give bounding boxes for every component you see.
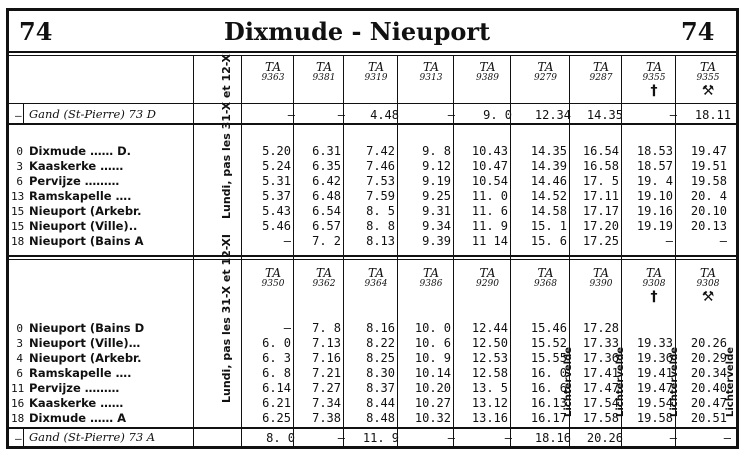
train-number: 9279 — [534, 73, 557, 83]
gand-dash: — — [15, 109, 22, 122]
station-name: Nieuport (Ville)… — [29, 336, 141, 350]
lichtervelde-label: Lichtervelde — [725, 346, 736, 417]
timetable-frame — [6, 8, 739, 449]
gand-time: 12.34 — [534, 108, 571, 122]
station-name: Nieuport (Bains D — [29, 321, 145, 335]
gand-time: — — [669, 431, 677, 445]
departure-time: 8.13 — [366, 234, 395, 248]
departure-time: 16.54 — [582, 144, 619, 158]
train-number: 9308 — [696, 279, 720, 289]
column-divider — [621, 55, 622, 449]
departure-time: 7.46 — [366, 159, 395, 173]
column-divider — [397, 55, 398, 449]
departure-time: 5.46 — [262, 219, 291, 233]
departure-time: 17.41 — [582, 366, 619, 380]
departure-time: 10. 0 — [414, 321, 451, 335]
gand-time: — — [669, 108, 677, 122]
gand-time: 18.16 — [534, 431, 571, 445]
station-name: Pervijze ……… — [29, 174, 120, 188]
gand-time: 4.48 — [370, 108, 399, 122]
departure-time: 10.27 — [414, 396, 451, 410]
departure-time: 19.58 — [636, 411, 673, 425]
departure-time: 10.47 — [471, 159, 508, 173]
departure-time: 16.13 — [530, 396, 567, 410]
departure-time: 8.25 — [366, 351, 395, 365]
column-divider — [193, 55, 194, 449]
train-ta-label: TA — [264, 60, 281, 74]
departure-time: 17.20 — [582, 219, 619, 233]
cross-icon: † — [650, 289, 658, 305]
train-number: 9364 — [364, 279, 388, 289]
train-ta-label: TA — [422, 266, 439, 280]
departure-time: 8.30 — [366, 366, 395, 380]
hammers-icon: ⚒ — [701, 83, 715, 99]
departure-time: 14.35 — [530, 144, 567, 158]
departure-time: 5.24 — [262, 159, 291, 173]
departure-time: 7. 2 — [312, 234, 341, 248]
departure-time: 20.10 — [690, 204, 727, 218]
station-km: 0 — [16, 145, 23, 158]
train-ta-label: TA — [315, 266, 332, 280]
departure-time: 5.37 — [262, 189, 291, 203]
station-name: Dixmude …… A — [29, 411, 127, 425]
train-ta-label: TA — [479, 266, 496, 280]
departure-time: 10.54 — [471, 174, 508, 188]
departure-time: 15.46 — [530, 321, 567, 335]
station-name: Nieuport (Arkebr. — [29, 351, 142, 365]
departure-time: 8.37 — [366, 381, 395, 395]
departure-time: 13.12 — [471, 396, 508, 410]
departure-time: 6.48 — [312, 189, 341, 203]
gand-time: — — [723, 431, 731, 445]
departure-time: 9. 8 — [422, 144, 451, 158]
gand-time: — — [447, 431, 455, 445]
train-number: 9381 — [312, 73, 336, 83]
departure-time: 9.19 — [422, 174, 451, 188]
station-km: 3 — [16, 160, 23, 173]
departure-time: 14.46 — [530, 174, 567, 188]
departure-time: 19.16 — [636, 204, 673, 218]
km-divider-gand — [23, 103, 24, 123]
departure-time: 14.39 — [530, 159, 567, 173]
station-km: 0 — [16, 322, 23, 335]
departure-time: 7.34 — [312, 396, 341, 410]
departure-time: 10.32 — [414, 411, 451, 425]
cross-icon: † — [650, 83, 658, 99]
lichtervelde-label: Lichtervelde — [563, 346, 574, 417]
gand-time: 8. 0 — [266, 431, 295, 445]
lichtervelde-label: Lichtervelde — [669, 346, 680, 417]
column-divider — [510, 55, 511, 449]
departure-time: 6.57 — [312, 219, 341, 233]
departure-time: 17.25 — [582, 234, 619, 248]
departure-time: 7.16 — [312, 351, 341, 365]
page-title: Dixmude - Nieuport — [224, 17, 491, 46]
train-number: 9287 — [589, 73, 613, 83]
departure-time: 20.13 — [690, 219, 727, 233]
train-number: 9355 — [696, 73, 720, 83]
column-divider — [675, 55, 676, 449]
departure-time: 15.52 — [530, 336, 567, 350]
station-km: 3 — [16, 337, 23, 350]
train-ta-label: TA — [699, 266, 716, 280]
departure-time: 19.10 — [636, 189, 673, 203]
departure-time: 20.51 — [690, 411, 727, 425]
bottom-gand-dash: — — [15, 432, 22, 445]
departure-time: 16.58 — [582, 159, 619, 173]
gand-time: — — [447, 108, 455, 122]
train-ta-label: TA — [479, 60, 496, 74]
departure-time: 9.31 — [422, 204, 451, 218]
departure-time: 10. 9 — [414, 351, 451, 365]
train-ta-label: TA — [645, 266, 662, 280]
departure-time: 19.47 — [690, 144, 727, 158]
station-name: Ramskapelle …. — [29, 189, 132, 203]
top-note: Lundi, pas les 31-X et 12-XI — [220, 50, 233, 219]
departure-time: 6. 8 — [262, 366, 291, 380]
departure-time: 8.48 — [366, 411, 395, 425]
departure-time: 7.38 — [312, 411, 341, 425]
departure-time: 6.35 — [312, 159, 341, 173]
departure-time: 20.26 — [690, 336, 727, 350]
departure-time: 17.33 — [582, 336, 619, 350]
departure-time: 19.36 — [636, 351, 673, 365]
train-number: 9319 — [364, 73, 388, 83]
departure-time: 6. 0 — [262, 336, 291, 350]
station-km: 15 — [11, 220, 25, 233]
train-ta-label: TA — [367, 266, 384, 280]
station-name: Kaaskerke …… — [29, 396, 124, 410]
column-divider — [453, 55, 454, 449]
station-name: Nieuport (Bains A — [29, 234, 144, 248]
station-km: 11 — [11, 382, 25, 395]
gand-time: 9. 0 — [483, 108, 512, 122]
departure-time: 20. 4 — [690, 189, 727, 203]
departure-time: 20.40 — [690, 381, 727, 395]
departure-time: 19. 4 — [636, 174, 673, 188]
train-ta-label: TA — [645, 60, 662, 74]
departure-time: 7.42 — [366, 144, 395, 158]
train-number: 9390 — [589, 279, 613, 289]
departure-time: 11. 0 — [471, 189, 508, 203]
train-ta-label: TA — [367, 60, 384, 74]
station-name: Dixmude …… D. — [29, 144, 132, 158]
departure-time: 15.55 — [530, 351, 567, 365]
departure-time: 9.12 — [422, 159, 451, 173]
header-rule-thin — [9, 55, 736, 56]
departure-time: 17.28 — [582, 321, 619, 335]
train-number: 9386 — [419, 279, 443, 289]
station-km: 18 — [11, 412, 25, 425]
departure-time: 8.22 — [366, 336, 395, 350]
train-number: 9368 — [534, 279, 557, 289]
train-ta-label: TA — [592, 266, 609, 280]
departure-time: 16. 0 — [530, 366, 567, 380]
train-number: 9362 — [312, 279, 336, 289]
station-km: 16 — [11, 397, 25, 410]
departure-time: 17.36 — [582, 351, 619, 365]
departure-time: 14.52 — [530, 189, 567, 203]
station-name: Pervijze ……… — [29, 381, 120, 395]
departure-time: 19.19 — [636, 219, 673, 233]
column-divider — [569, 55, 570, 449]
gand-time: — — [337, 108, 345, 122]
departure-time: 6.14 — [262, 381, 291, 395]
departure-time: 6. 3 — [262, 351, 291, 365]
departure-time: 5.43 — [262, 204, 291, 218]
train-number: 9313 — [419, 73, 443, 83]
departure-time: 17.58 — [582, 411, 619, 425]
column-divider — [293, 55, 294, 449]
departure-time: 19.41 — [636, 366, 673, 380]
station-km: 6 — [16, 367, 23, 380]
departure-time: 9.34 — [422, 219, 451, 233]
km-divider-gand-bottom — [23, 427, 24, 449]
train-ta-label: TA — [422, 60, 439, 74]
departure-time: 9.25 — [422, 189, 451, 203]
departure-time: 12.58 — [471, 366, 508, 380]
section-rule — [9, 255, 736, 257]
top-head-rule — [9, 103, 736, 104]
departure-time: 16.17 — [530, 411, 567, 425]
departure-time: — — [719, 234, 727, 248]
departure-time: 10. 6 — [414, 336, 451, 350]
departure-time: 11 14 — [471, 234, 508, 248]
station-name: Nieuport (Arkebr. — [29, 204, 142, 218]
column-divider — [241, 55, 242, 449]
station-km: 4 — [16, 352, 23, 365]
departure-time: 17.17 — [582, 204, 619, 218]
train-ta-label: TA — [537, 266, 554, 280]
train-number: 9355 — [642, 73, 666, 83]
departure-time: 19.47 — [636, 381, 673, 395]
departure-time: 17.47 — [582, 381, 619, 395]
gand-time: — — [337, 431, 345, 445]
departure-time: 7.53 — [366, 174, 395, 188]
departure-time: 17. 5 — [582, 174, 619, 188]
gand-time: 14.35 — [586, 108, 623, 122]
station-km: 6 — [16, 175, 23, 188]
departure-time: — — [283, 234, 291, 248]
lichtervelde-label: Lichtervelde — [615, 346, 626, 417]
gand-time: — — [287, 108, 295, 122]
departure-time: 14.58 — [530, 204, 567, 218]
departure-time: 8. 5 — [366, 204, 395, 218]
train-ta-label: TA — [537, 60, 554, 74]
departure-time: 20.29 — [690, 351, 727, 365]
train-ta-label: TA — [699, 60, 716, 74]
departure-time: 13.16 — [471, 411, 508, 425]
train-number: 9308 — [642, 279, 666, 289]
departure-time: 15. 6 — [530, 234, 567, 248]
departure-time: 18.53 — [636, 144, 673, 158]
bottom-gand-label: Gand (St-Pierre) 73 A — [29, 430, 156, 444]
station-km: 18 — [11, 235, 25, 248]
gand-label: Gand (St-Pierre) 73 D — [29, 107, 157, 121]
departure-time: 13. 5 — [471, 381, 508, 395]
table-number-right: 74 — [681, 17, 715, 46]
station-name: Ramskapelle …. — [29, 366, 132, 380]
departure-time: 20.34 — [690, 366, 727, 380]
departure-time: 19.54 — [636, 396, 673, 410]
departure-time: 7.59 — [366, 189, 395, 203]
section-rule-thin — [9, 259, 736, 260]
train-number: 9389 — [476, 73, 499, 83]
station-km: 13 — [11, 190, 25, 203]
station-name: Kaaskerke …… — [29, 159, 124, 173]
departure-time: 5.20 — [262, 144, 291, 158]
bottom-gand-rule — [9, 427, 736, 429]
departure-time: 10.14 — [414, 366, 451, 380]
departure-time: 6.25 — [262, 411, 291, 425]
header-rule — [9, 51, 736, 53]
train-ta-label: TA — [592, 60, 609, 74]
departure-time: 7.13 — [312, 336, 341, 350]
gand-time: 11. 9 — [362, 431, 399, 445]
departure-time: 16. 6 — [530, 381, 567, 395]
departure-time: 10.43 — [471, 144, 508, 158]
departure-time: 19.51 — [690, 159, 727, 173]
departure-time: 6.54 — [312, 204, 341, 218]
station-name: Nieuport (Ville).. — [29, 219, 138, 233]
departure-time: 8. 8 — [366, 219, 395, 233]
departure-time: 19.58 — [690, 174, 727, 188]
departure-time: — — [283, 321, 291, 335]
departure-time: 17.54 — [582, 396, 619, 410]
train-ta-label: TA — [264, 266, 281, 280]
departure-time: 8.44 — [366, 396, 395, 410]
departure-time: 7.21 — [312, 366, 341, 380]
bottom-note: Lundi, pas les 31-X et 12-XI — [220, 234, 233, 403]
column-divider — [343, 55, 344, 449]
departure-time: 7. 8 — [312, 321, 341, 335]
gand-time: — — [504, 431, 512, 445]
departure-time: 15. 1 — [530, 219, 567, 233]
departure-time: 18.57 — [636, 159, 673, 173]
train-number: 9290 — [476, 279, 499, 289]
station-km: 15 — [11, 205, 25, 218]
table-number-left: 74 — [19, 17, 53, 46]
gand-time: 20.26 — [586, 431, 623, 445]
departure-time: 6.42 — [312, 174, 341, 188]
departure-time: 17.11 — [582, 189, 619, 203]
departure-time: 6.21 — [262, 396, 291, 410]
departure-time: 19.33 — [636, 336, 673, 350]
gand-time: 18.11 — [694, 108, 731, 122]
departure-time: 12.53 — [471, 351, 508, 365]
train-number: 9363 — [261, 73, 285, 83]
departure-time: 6.31 — [312, 144, 341, 158]
departure-time: 5.31 — [262, 174, 291, 188]
train-number: 9350 — [261, 279, 285, 289]
train-ta-label: TA — [315, 60, 332, 74]
departure-time: 11. 6 — [471, 204, 508, 218]
departure-time: 10.20 — [414, 381, 451, 395]
gand-rule — [9, 123, 736, 125]
departure-time: 12.44 — [471, 321, 508, 335]
departure-time: 11. 9 — [471, 219, 508, 233]
departure-time: 7.27 — [312, 381, 341, 395]
departure-time: 8.16 — [366, 321, 395, 335]
departure-time: — — [665, 234, 673, 248]
departure-time: 20.47 — [690, 396, 727, 410]
hammers-icon: ⚒ — [701, 289, 715, 305]
departure-time: 12.50 — [471, 336, 508, 350]
departure-time: 9.39 — [422, 234, 451, 248]
